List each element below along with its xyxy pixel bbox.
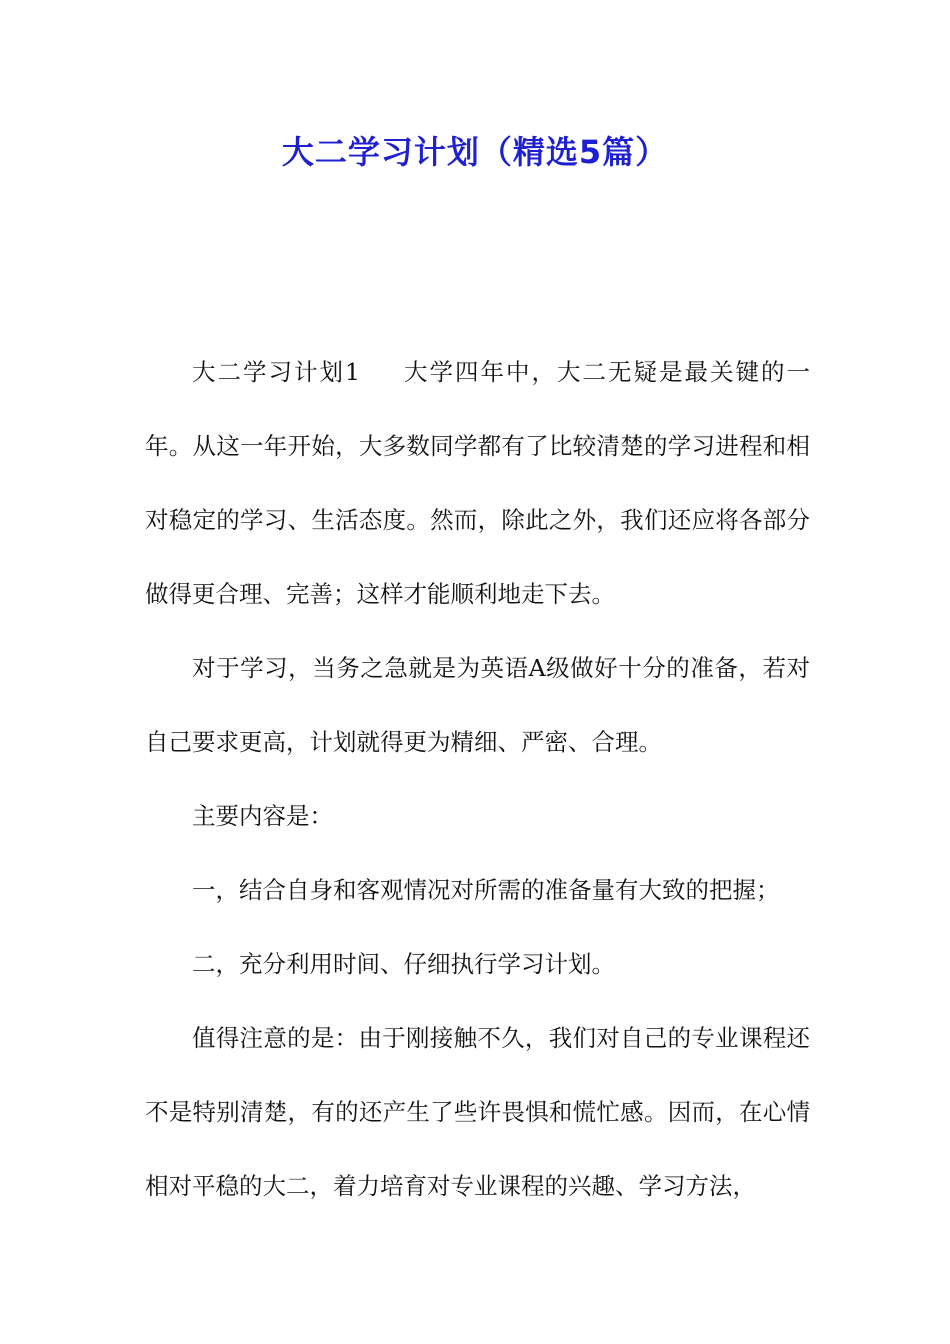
paragraph-4: 一，结合自身和客观情况对所需的准备量有大致的把握； (192, 876, 780, 904)
paragraph-6: 值得注意的是：由于刚接触不久，我们对自己的专业课程还不是特别清楚，有的还产生了些许畏惧和慌忙感。因而，在心情相对平稳的大二，着力培育对专业课程的兴趣、学习方法， (145, 1024, 810, 1200)
paragraph-5: 二，充分利用时间、仔细执行学习计划。 (192, 950, 615, 978)
paragraph-2: 对于学习，当务之急就是为英语A级做好十分的准备，若对自己要求更高，计划就得更为精细、严密、合理。 (145, 654, 810, 756)
document-title: 大二学习计划（精选5篇） (281, 133, 669, 171)
paragraph-1 (145, 335, 810, 631)
paragraph-text: 大学四年中，大二无疑是最关键的一年。从这一年开始，大多数同学都有了比较清楚的学习进程和相对稳定的学习、生活态度。然而，除此之外，我们还应将各部分做得更合理、完善；这样才能顺利地走下去。 (145, 358, 811, 608)
section-label: 大二学习计划1 (192, 358, 360, 386)
paragraph-3: 主要内容是： (192, 802, 333, 830)
document-body (145, 335, 810, 1223)
